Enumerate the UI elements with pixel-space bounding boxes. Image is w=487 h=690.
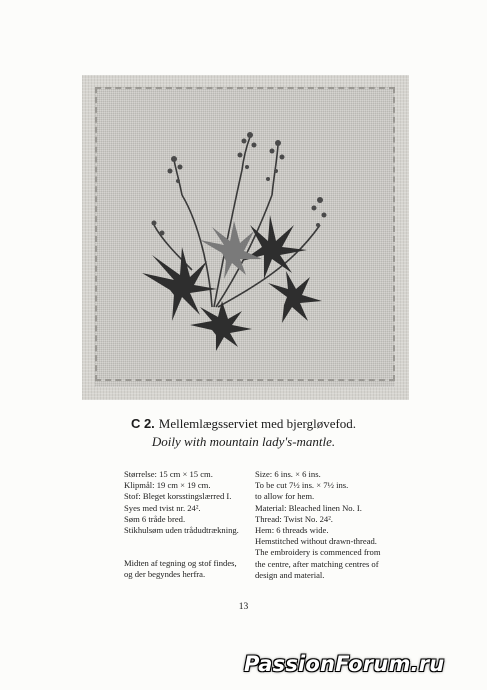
watermark: PassionForum.ru — [244, 652, 445, 676]
detail-line: the centre, after matching centres of — [255, 558, 379, 569]
note-line: Midten af tegning og stof findes, — [124, 558, 237, 569]
detail-line: design and material. — [255, 569, 325, 580]
detail-line: Stikhulsøm uden trådudtrækning. — [124, 525, 239, 536]
note-line: og der begyndes herfra. — [124, 569, 206, 580]
doily-photograph — [82, 75, 409, 400]
detail-line: Stof: Bleget korsstingslærred I. — [124, 491, 232, 502]
page-number: 13 — [238, 602, 249, 612]
detail-line: The embroidery is commenced from — [255, 547, 381, 558]
lady-mantle-embroidery — [82, 75, 409, 400]
caption-danish — [0, 416, 487, 432]
detail-line: Hem: 6 threads wide. — [255, 525, 329, 536]
detail-line: to allow for hem. — [255, 491, 315, 502]
caption-english: Doily with mountain lady's-mantle. — [151, 434, 336, 449]
caption-title-da: Mellemlægsserviet med bjergløvefod. — [158, 416, 357, 431]
detail-line: Material: Bleached linen No. I. — [255, 502, 362, 513]
detail-line: Størrelse: 15 cm × 15 cm. — [124, 469, 213, 479]
detail-line: Hemstitched without drawn-thread. — [255, 536, 377, 547]
detail-line: Søm 6 tråde bred. — [124, 513, 186, 524]
english-instructions — [255, 469, 381, 581]
detail-line: Klipmål: 19 cm × 19 cm. — [124, 480, 211, 491]
detail-line: Thread: Twist No. 24². — [255, 513, 333, 524]
figure-code: C 2. — [130, 416, 155, 431]
danish-instructions — [124, 469, 239, 581]
detail-line: To be cut 7½ ins. × 7½ ins. — [255, 480, 349, 491]
detail-line: Size: 6 ins. × 6 ins. — [255, 469, 321, 479]
detail-line: Syes med tvist nr. 24². — [124, 502, 201, 513]
